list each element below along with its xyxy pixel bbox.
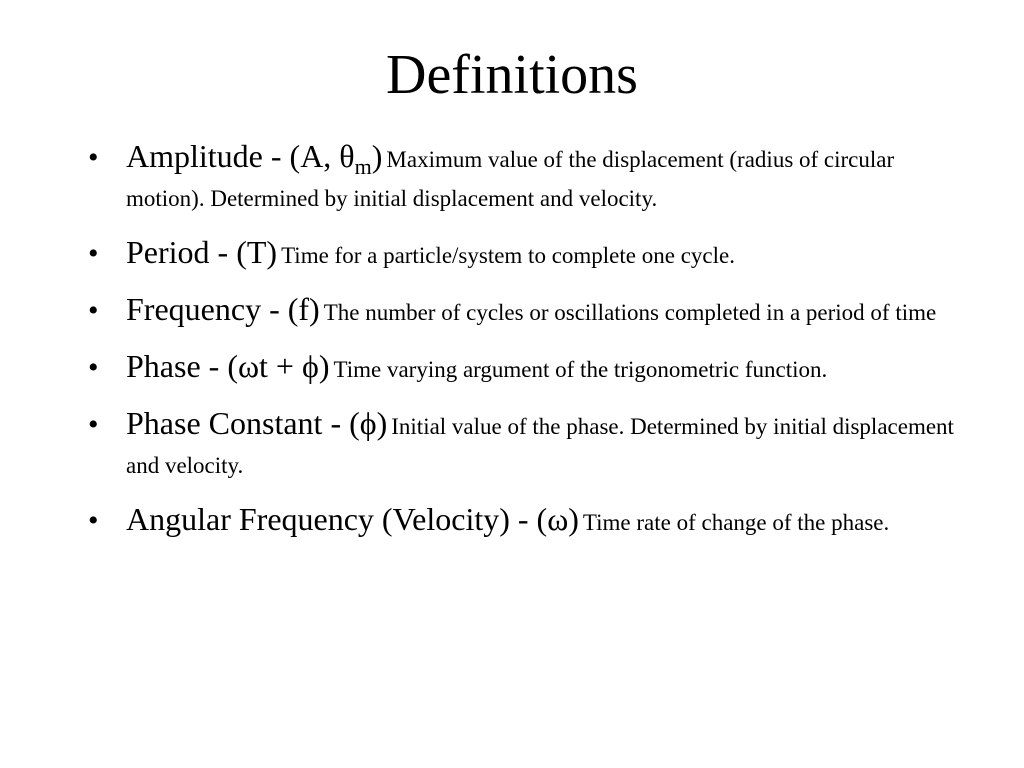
- definition-term: Angular Frequency (Velocity) - (ω): [126, 501, 579, 537]
- definition-term: Phase Constant - (ϕ): [126, 405, 388, 441]
- definition-description: Time rate of change of the phase.: [582, 510, 890, 535]
- bullet-icon: •: [88, 141, 99, 174]
- definition-item-phase-constant: [82, 405, 962, 487]
- definition-term: [126, 138, 383, 179]
- definition-description: Initial value of the phase. Determined by initial displacement and velocity.: [126, 414, 954, 478]
- definition-term: Frequency - (f): [126, 291, 320, 327]
- definition-term: Phase - (ωt + ϕ): [126, 348, 330, 384]
- definition-description: The number of cycles or oscillations completed in a period of time: [323, 300, 937, 325]
- bullet-icon: •: [88, 408, 99, 441]
- bullet-icon: •: [88, 237, 99, 270]
- definition-term: Period - (T): [126, 234, 278, 270]
- slide-title: Definitions: [386, 44, 638, 106]
- definition-item-angular-frequency: [82, 501, 962, 544]
- term-text: Amplitude - (A, θ: [126, 138, 355, 174]
- definition-description: Time varying argument of the trigonometric function.: [333, 357, 828, 382]
- definition-item-phase: [82, 348, 962, 391]
- definition-description: Maximum value of the displacement (radius of circular motion). Determined by initial displacement and velocity.: [126, 147, 895, 211]
- definition-list: [82, 138, 962, 558]
- term-subscript: m: [354, 154, 372, 179]
- bullet-icon: •: [88, 504, 99, 537]
- bullet-icon: •: [88, 351, 99, 384]
- bullet-icon: •: [88, 294, 99, 327]
- definition-item-frequency: [82, 291, 962, 334]
- definition-item-period: [82, 234, 962, 277]
- definition-description: Time for a particle/system to complete one cycle.: [281, 243, 735, 268]
- definition-item-amplitude: [82, 138, 962, 220]
- term-text-end: ): [371, 138, 383, 174]
